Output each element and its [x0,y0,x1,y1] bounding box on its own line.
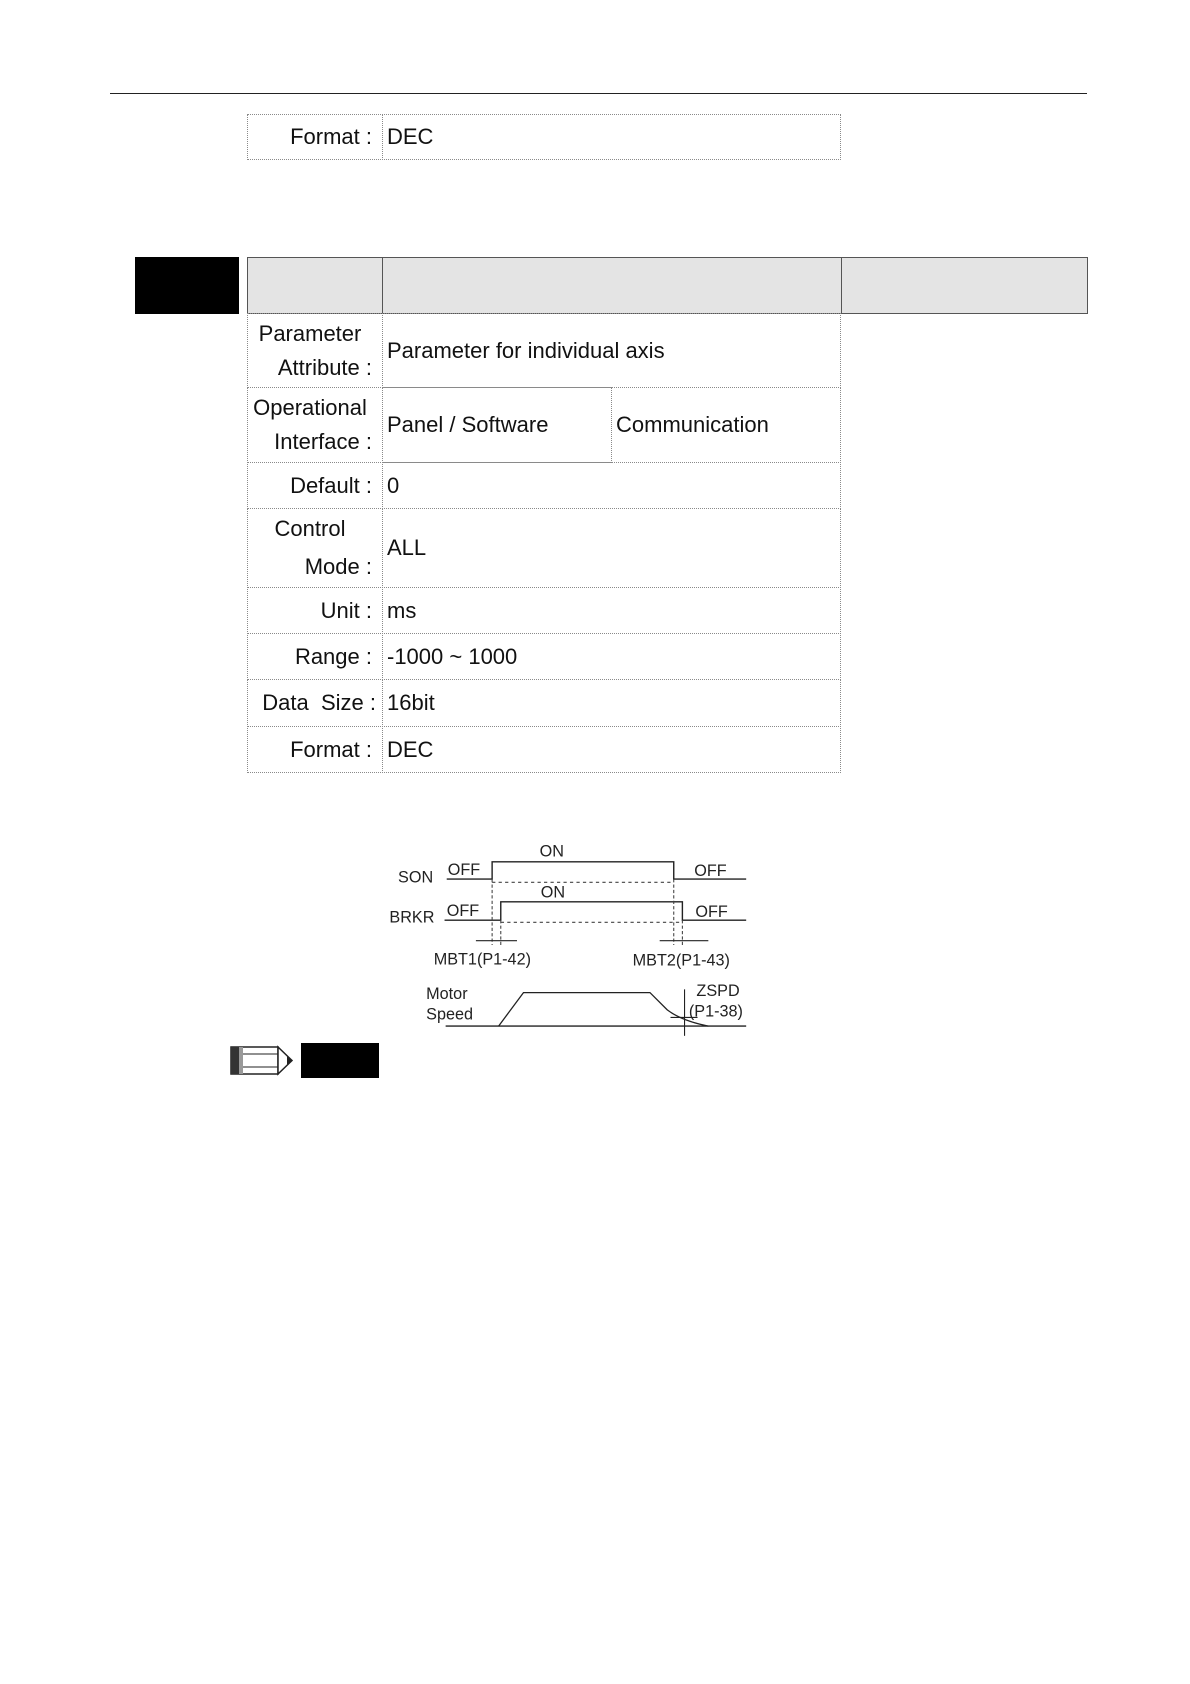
note-title-redaction [301,1043,379,1078]
son-label: SON [398,868,434,887]
row-parameter-attribute [247,313,841,388]
format-value: DEC [382,726,841,773]
unit-value: ms [382,587,841,634]
row-range [247,633,841,680]
brkr-on: ON [540,883,566,902]
parameter-attribute-label-line1: Parameter [258,320,362,346]
row-unit [247,587,841,634]
brake-timing-diagram [384,838,757,1038]
row-data-size [247,679,841,727]
data-size-value: 16bit [382,679,841,727]
brkr-off-before: OFF [446,901,480,920]
prev-format-row [247,114,841,160]
operational-interface-label-line1: Operational [253,395,367,420]
motor-speed-label-line2: Speed [426,1005,474,1024]
interface-panel-software: Panel / Software [382,387,612,463]
range-label-text: Range : [294,643,372,669]
parameter-attribute-label [247,313,383,388]
parameter-code-redaction [135,257,239,314]
mbt1-label: MBT1(P1-42) [433,950,531,969]
mbt2-label: MBT2(P1-43) [632,951,730,970]
son-on: ON [539,842,565,861]
interface-communication: Communication [611,387,841,463]
son-off-before: OFF [447,860,481,879]
control-mode-value: ALL [382,508,841,588]
zspd-label-line1: ZSPD [696,981,740,1000]
row-control-mode [247,508,841,588]
row-format [247,726,841,773]
range-value: -1000 ~ 1000 [382,633,841,680]
operational-interface-label [247,387,383,463]
prev-format-value: DEC [382,114,841,160]
data-size-label [247,679,383,727]
son-off-after: OFF [694,861,727,880]
format-label [247,726,383,773]
motor-speed-profile [499,993,709,1027]
data-size-label-text: Data Size : [262,690,376,715]
parameter-attribute-value: Parameter for individual axis [382,313,841,388]
operational-interface-label-line2: Interface : [274,429,372,454]
row-default [247,462,841,509]
header-cell-code [247,257,383,314]
header-cell-address [841,257,1088,314]
unit-label [247,587,383,634]
header-cell-name [382,257,842,314]
header-rule [110,93,1087,94]
row-operational-interface [247,387,841,463]
motor-speed-label-line1: Motor [426,985,468,1004]
brkr-off-after: OFF [695,902,728,921]
unit-label-text: Unit : [320,597,372,623]
prev-format-label-text: Format : [290,124,372,149]
control-mode-label [247,508,383,588]
format-label-text: Format : [290,736,372,762]
default-value: 0 [382,462,841,509]
parameter-attribute-label-line2: Attribute : [277,354,372,380]
control-mode-label-line1: Control [274,516,346,541]
prev-format-label [247,114,383,160]
control-mode-label-line2: Mode : [304,554,372,579]
range-label [247,633,383,680]
brkr-label: BRKR [389,908,435,927]
default-label-text: Default : [290,472,372,498]
zspd-label-line2: (P1-38) [688,1002,743,1021]
default-label [247,462,383,509]
pencil-note-icon [229,1043,295,1078]
